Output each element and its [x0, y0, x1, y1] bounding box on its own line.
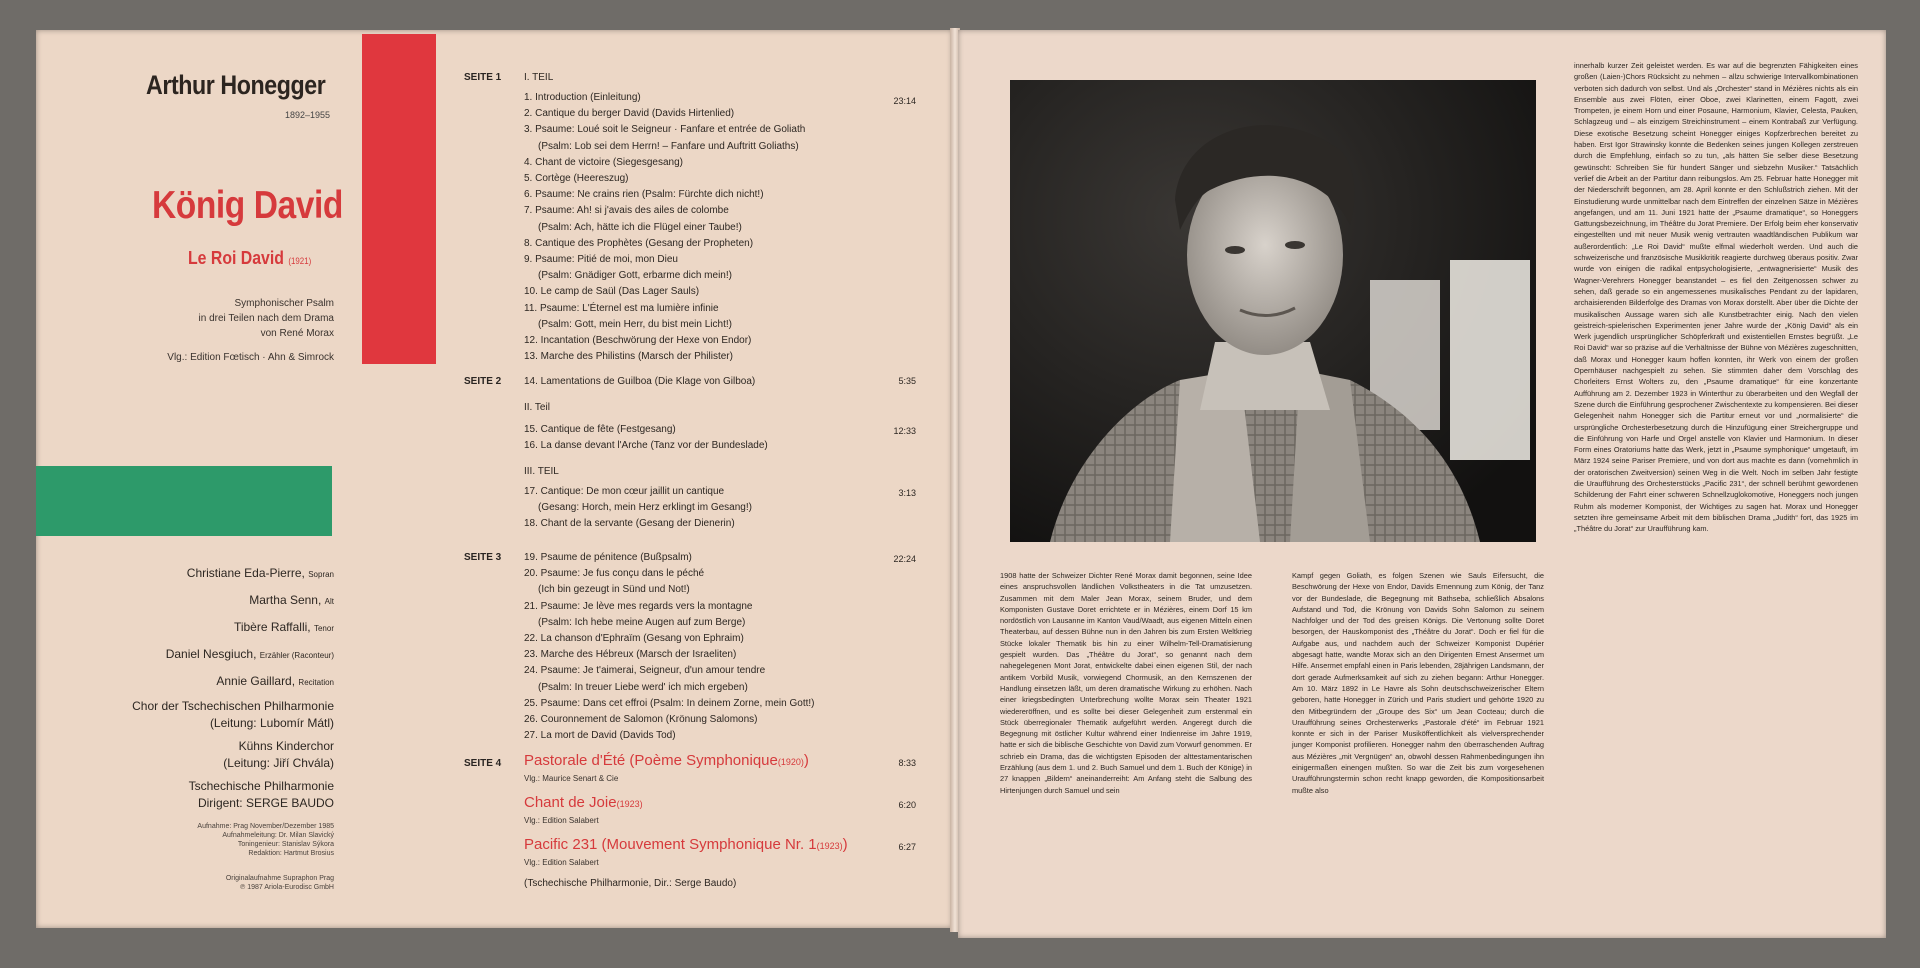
- performer-name: Tibère Raffalli,: [233, 620, 311, 634]
- work-publisher: Vlg.: Edition Salabert: [524, 858, 599, 867]
- work-title: König David: [152, 184, 343, 227]
- track-duration: 6:27: [898, 842, 916, 852]
- performer-name: Annie Gaillard,: [216, 674, 296, 688]
- track-line: 1. Introduction (Einleitung): [524, 92, 641, 103]
- performer-role: Alt: [324, 597, 334, 606]
- composer-portrait-image: [1010, 80, 1536, 542]
- credit-line: Toningenieur: Stanislav Sýkora: [237, 841, 334, 848]
- track-line: 10. Le camp de Saül (Das Lager Sauls): [524, 286, 700, 298]
- description-line: Symphonischer Psalm: [234, 298, 334, 309]
- performer: [80, 566, 334, 593]
- ensemble-line: Dirigent: SERGE BAUDO: [197, 796, 334, 810]
- track-line: (Psalm: Gott, mein Herr, du bist mein Licht!): [538, 318, 732, 330]
- track-duration: 6:20: [898, 800, 916, 810]
- ensemble-line: Chor der Tschechischen Philharmonie: [132, 699, 334, 713]
- ensemble-line: Tschechische Philharmonie: [188, 779, 334, 793]
- performer-name: Martha Senn,: [249, 593, 322, 607]
- track-line: 4. Chant de victoire (Siegesgesang): [524, 156, 683, 168]
- side-label: SEITE 1: [464, 72, 502, 83]
- track-line: 18. Chant de la servante (Gesang der Dienerin): [524, 518, 735, 530]
- track-line: (Psalm: Gnädiger Gott, erbarme dich mein!): [538, 270, 732, 282]
- track-line: 19. Psaume de pénitence (Bußpsalm): [524, 552, 692, 563]
- copyright-line: Originalaufnahme Supraphon Prag: [225, 875, 334, 882]
- composer-name: Arthur Honegger: [146, 70, 326, 100]
- performer-name: Daniel Nesgiuch,: [165, 647, 257, 661]
- side4-footer: (Tschechische Philharmonie, Dir.: Serge Baudo): [524, 878, 737, 889]
- description-line: in drei Teilen nach dem Drama: [198, 313, 334, 324]
- ensembles-list: [80, 698, 334, 812]
- side4-work-title: [524, 794, 643, 811]
- track-duration: 12:33: [893, 426, 916, 436]
- essay-column-1: 1908 hatte der Schweizer Dichter René Morax damit begonnen, seine Idee eines anspruchsvollen ländlichen Volkstheaters in die Tat umzusetzen. Zusammen mit dem Maler Jean Morax, seinem Bruder, und dem Komponisten Gustave Doret errichtete er in Mézières, einem Dorf 15 km nordöstlich von Lausanne im Kanton Vaud/Waadt, aus eigenen Mitteln einen Theaterbau, auf dessen Bühne nun in den Jahren bis zum Ersten Weltkrieg Stücke lokaler Thematik bis hin zu einer Wilhelm-Tell-Dramatisierung gespielt wurden. Das „Théâtre du Jorat“, so genannt nach dem nahegelegenen Mont Jorat, entwickelte dabei einen eigenen Stil, der nach antikem Vorbild Musik, vorwiegend Chormusik, an den Kernszenen der Handlung einsetzen läßt, um deren dramatische Wirkung zu erhöhen. Nach einer kriegsbedingten Unterbrechung wollte Morax sein Theater 1921 wiedereröffnen, und es sollte bei dieser Gelegenheit zum erstenmal ein Stück überregionaler Thematik aufgeführt werden. Angeregt durch die Begegnung mit östlicher Kultur während einer Indienreise im Jahre 1919, hatte er sich die biblische Geschichte von David zum Vorwurf genommen. Er schrieb ein Drama, das die wichtigsten Episoden der alttestamentarischen Erzählung (aus dem 1. und 2. Buch Samuel und dem 1. Buch der Könige) in 27 knappen „Bildern“ aneinanderreiht: Am Anfang steht die Salbung des Hirtenjungen durch Samuel und sein: [1000, 571, 1252, 795]
- performer-name: Christiane Eda-Pierre,: [186, 566, 305, 580]
- track-line: 24. Psaume: Je t'aimerai, Seigneur, d'un amour tendre: [524, 665, 766, 677]
- track-line: 3. Psaume: Loué soit le Seigneur · Fanfare et entrée de Goliath: [524, 124, 806, 136]
- performer-role: Erzähler (Raconteur): [259, 651, 334, 660]
- work-year: (1923): [616, 799, 643, 809]
- track-line: (Gesang: Horch, mein Herz erklingt im Gesang!): [538, 502, 752, 514]
- track-line: (Psalm: Ich hebe meine Augen auf zum Berge): [538, 616, 746, 628]
- credit-line: Redaktion: Hartmut Brosius: [248, 850, 334, 857]
- work-description: [150, 296, 334, 341]
- track-line: 27. La mort de David (Davids Tod): [524, 730, 676, 742]
- title-close: ): [842, 836, 848, 853]
- title-close: ): [803, 752, 809, 769]
- work-title-text: Pacific 231 (Mouvement Symphonique Nr. 1: [524, 836, 817, 853]
- part-heading: III. TEIL: [524, 466, 559, 477]
- recording-credits: [100, 822, 334, 858]
- performer: [80, 647, 334, 674]
- red-color-block: [362, 34, 436, 364]
- green-color-block: [36, 466, 332, 536]
- track-line: 21. Psaume: Je lève mes regards vers la montagne: [524, 600, 753, 612]
- performer-role: Recitation: [298, 678, 334, 687]
- work-year: (1923): [816, 841, 843, 851]
- work-title-text: Chant de Joie: [524, 794, 617, 811]
- track-line: 15. Cantique de fête (Festgesang): [524, 424, 676, 435]
- track-line: (Psalm: In treuer Liebe werd' ich mich ergeben): [538, 681, 748, 693]
- publisher-line: Vlg.: Edition Fœtisch · Ahn & Simrock: [167, 352, 334, 363]
- ensemble-line: (Leitung: Jiří Chvála): [223, 756, 334, 770]
- essay-column-3: innerhalb kurzer Zeit geleistet werden. Es war auf die begrenzten Fähigkeiten eines großen (Laien-)Chors Rücksicht zu nehmen – allzu schwierige Intervallkombinationen verboten sich dadurch von selbst. Und als „Orchester“ stand in Mézières nichts als ein Ensemble aus zwei Flöten, einer Oboe, zwei Klarinetten, einem Fagott, zwei Trompeten, je einem Horn und einer Posaune, Harmonium, Klavier, Celesta, Pauken, Schlagzeug und – als einzigem Streichinstrument – einem Kontrabaß zur Verfügung. Diese exotische Besetzung scheint Honegger einiges Kopfzerbrechen bereitet zu haben. Erst Igor Strawinsky konnte die Bedenken seines jungen Kollegen zerstreuen durch die Empfehlung, einfach so zu tun, „als hätten Sie selber diese Besetzung gewünscht: Schreiben Sie für hundert Sänger und siebzehn Musiker.“ Tatsächlich verlief die Arbeit an der Partitur dann reibungslos. Am 25. Februar hatte Honegger mit der Niederschrift begonnen, am 28. April konnte er den Schlußstrich ziehen. Mit der Einstudierung wurde unmittelbar nach dem Eintreffen der einzelnen Sätze in Mézières angefangen, und am 11. Juni 1921 hatte der „Psaume dramatique“, so Honeggers Gattungsbezeichnung, im Théâtre du Jorat Premiere. Der Erfolg beim eher konservativ eingestellten und mit neuer Musik wenig vertrauten waadtländischen Publikum war außerordentlich: „Le Roi David“ mußte elfmal wiederholt werden. Und auch die schweizerische und französische Musikkritik reagierte durchweg überaus positiv. Zwar wurde von einigen die radikal entpsychologisierte, „entwagnerisierte“ Musik des Wagner-Verehrers Honegger beanstandet – es fiel den Zeitgenossen schwer zu sehen, daß gerade so ein angemessenes musikalisches Pendant zu der lapidaren, archaisierenden Bilderfolge des Dramas von Morax dorstellt. Aber über die Dichte der musikalischen Aussage waren sich alle Kunstbetrachter einig. Nach den vielen geistreich-spielerischen Experimenten jener Jahre wurde der „König David“ als ein Werk jugendlich ursprünglicher Schöpferkraft und existentiellen Ernstes begrüßt. „Le Roi David“ war so präzise auf die Verhältnisse der Bühne von Mézières zugeschnitten, daß Morax und Honegger kaum hoffen konnten, ihr Werk von einem der großen Opernhäuser nachgespielt zu sehen. Sie stimmten daher dem Vorschlag des Chorleiters Ernst Wolters zu, den „Psaume dramatique“ für eine konzertante Aufführung am 2. Dezember 1923 in Winterthur zu überarbeiten und den Wegfall der Szene durch die Einführung gesprochener Zwischentexte zu kompensieren. Bei dieser Gelegenheit nahm Honegger sich die Partitur erneut vor und „normalisierte“ die ursprüngliche Orchesterbesetzung durch die Hinzufügung einer Streichergruppe und die Einführung von Harfe und Orgel anstelle von Klavier und Harmonium. In dieser Form eines Oratoriums hatte das Werk, jetzt in „Psaume symphonique“ umgetauft, im März 1924 seine Pariser Premiere, und von dort aus machte es dann (vornehmlich in der oratorischen Zweitversion) seinen Weg in die Welt. Noch im selben Jahr festigte die Uraufführung des Orchesterstücks „Pacific 231“, der schnell berühmt gewordenen Schilderung der Fahrt einer schweren Schnellzuglokomotive, Honeggers noch jungen Ruhm als moderner Komponist, der Wichtiges zu sagen hat. Morax und Honegger setzten ihre gemeinsame Arbeit mit dem biblischen Drama „Judith“ fort, das 1925 im „Théâtre du Jorat“ zur Uraufführung kam.: [1574, 61, 1858, 534]
- work-publisher: Vlg.: Maurice Senart & Cie: [524, 774, 619, 783]
- track-line: 20. Psaume: Je fus conçu dans le péché: [524, 568, 705, 580]
- credit-line: Aufnahme: Prag November/Dezember 1985: [197, 823, 334, 830]
- essay-column-2: Kampf gegen Goliath, es folgen Szenen wie Sauls Eifersucht, die Beschwörung der Hexe von Endor, Davids Ernennung zum König, der Tanz vor der Bundeslade, die Begegnung mit Bathseba, schließlich Absalons Aufstand und Tod, die Krönung von Davids Sohn Salomon zu seinem Nachfolger und der Tod des greisen Königs. Die Vertonung sollte Doret besorgen, der Hauskomponist des „Théâtre du Jorat“. Doch er fiel für die Aufgabe aus, und nachdem auch der Schweizer Komponist Dupérier abgesagt hatte, wandte Morax sich an den Dirigenten Ernest Ansermet um Hilfe. Ansermet empfahl einen in Paris lebenden, 28jährigen Landsmann, der dort gerade Aufmerksamkeit auf sich zu ziehen begann: Arthur Honegger. Am 10. März 1892 in Le Havre als Sohn deutschschweizerischer Eltern geboren, hatte Honegger in Zürich und Paris studiert und gehörte 1920 zu den Mitbegründern der „Groupe des Six“ um Jean Cocteau; durch die Uraufführung seines Orchesterwerks „Pastorale d'été“ im Februar 1921 konnte er sich in der Pariser Musiköffentlichkeit als vielversprechender junger Komponist profilieren. Honegger nahm den überraschenden Auftrag aus Mézières „mit Vergnügen“ an, obwohl dessen Rahmenbedingungen ihn einigermaßen einengen mußten. So war die Zeit bis zum vorgesehenen Uraufführungstermin schon recht knapp geworden, die Kompositionsarbeit mußte also: [1292, 571, 1544, 795]
- side4-work-title: [524, 836, 848, 853]
- track-line: 25. Psaume: Dans cet effroi (Psalm: In deinem Zorne, mein Gott!): [524, 697, 815, 709]
- part-heading: I. TEIL: [524, 72, 554, 83]
- track-line: 12. Incantation (Beschwörung der Hexe von Endor): [524, 335, 752, 346]
- subtitle-text: Le Roi David: [188, 248, 284, 268]
- track-line: 14. Lamentations de Guilboa (Die Klage von Gilboa): [524, 376, 756, 387]
- performer: [80, 593, 334, 620]
- track-duration: 3:13: [898, 488, 916, 498]
- performer: [80, 674, 334, 701]
- performer-role: Tenor: [313, 624, 334, 633]
- work-publisher: Vlg.: Edition Salabert: [524, 816, 599, 825]
- subtitle-year: (1921): [288, 256, 312, 266]
- track-line: 8. Cantique des Prophètes (Gesang der Propheten): [524, 237, 754, 249]
- track-line: (Psalm: Ach, hätte ich die Flügel einer Taube!): [538, 221, 742, 233]
- work-subtitle: [188, 248, 311, 269]
- ensemble-line: Kühns Kinderchor: [238, 739, 334, 753]
- track-line: (Psalm: Lob sei dem Herrn! – Fanfare und Auftritt Goliaths): [538, 140, 799, 152]
- performer: [80, 620, 334, 647]
- track-line: 17. Cantique: De mon cœur jaillit un cantique: [524, 486, 725, 497]
- ensemble-line: (Leitung: Lubomír Mátl): [209, 716, 334, 730]
- track-duration: 22:24: [893, 554, 916, 564]
- track-duration: 23:14: [893, 96, 916, 106]
- side-label: SEITE 3: [464, 552, 502, 563]
- side4-work-title: [524, 752, 809, 769]
- composer-photo: [1010, 80, 1536, 542]
- track-duration: 8:33: [898, 758, 916, 768]
- side-label: SEITE 4: [464, 758, 502, 769]
- side-label: SEITE 2: [464, 376, 502, 387]
- work-title-text: Pastorale d'Été (Poème Symphonique: [524, 752, 778, 769]
- track-line: 2. Cantique du berger David (Davids Hirtenlied): [524, 108, 735, 120]
- copyright: [100, 874, 334, 892]
- work-year: (1920): [777, 757, 804, 767]
- composer-years: 1892–1955: [285, 110, 331, 120]
- track-line: 9. Psaume: Pitié de moi, mon Dieu: [524, 254, 678, 265]
- description-line: von René Morax: [260, 328, 334, 339]
- track-line: 22. La chanson d'Ephraïm (Gesang von Ephraim): [524, 633, 744, 644]
- track-line: 16. La danse devant l'Arche (Tanz vor der Bundeslade): [524, 440, 768, 452]
- part-heading: II. Teil: [524, 402, 550, 413]
- track-line: 7. Psaume: Ah! si j'avais des ailes de colombe: [524, 205, 729, 217]
- track-line: 13. Marche des Philistins (Marsch der Philister): [524, 351, 733, 363]
- track-line: 23. Marche des Hébreux (Marsch der Israeliten): [524, 649, 737, 661]
- track-line: 6. Psaume: Ne crains rien (Psalm: Fürchte dich nicht!): [524, 189, 764, 201]
- performers-list: [80, 566, 334, 701]
- track-line: (Ich bin gezeugt in Sünd und Not!): [538, 584, 690, 596]
- track-line: 11. Psaume: L'Éternel est ma lumière infinie: [524, 302, 719, 314]
- copyright-line: ℗ 1987 Ariola-Eurodisc GmbH: [240, 884, 334, 891]
- track-line: 5. Cortège (Heereszug): [524, 173, 629, 184]
- track-duration: 5:35: [898, 376, 916, 386]
- credit-line: Aufnahmeleitung: Dr. Milan Slavický: [222, 832, 334, 839]
- performer-role: Sopran: [308, 570, 334, 579]
- track-line: 26. Couronnement de Salomon (Krönung Salomons): [524, 714, 758, 725]
